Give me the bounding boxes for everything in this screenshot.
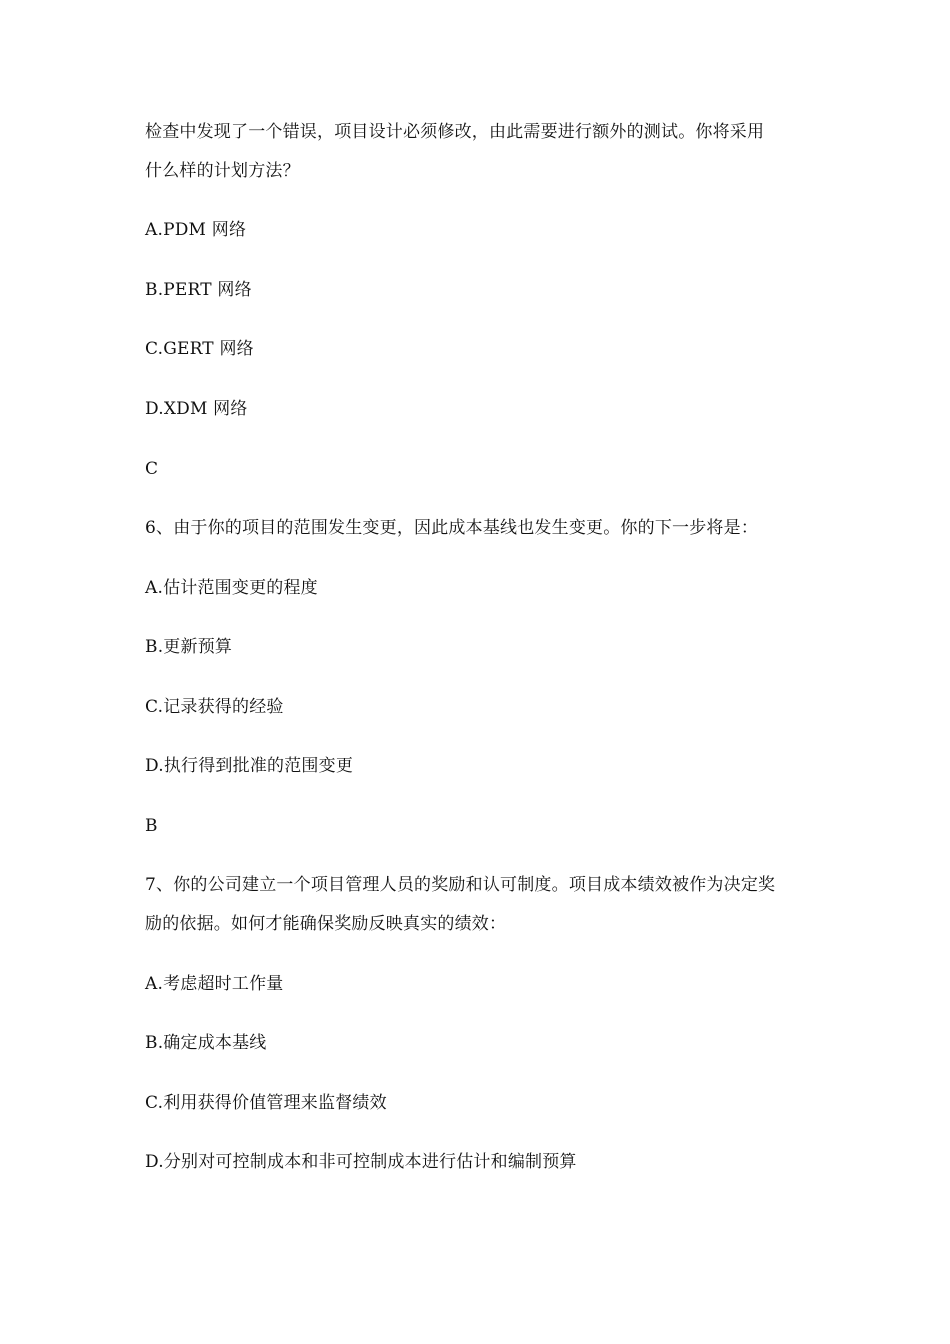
question-7-option-d: D.分别对可控制成本和非可控制成本进行估计和编制预算 <box>145 1152 577 1172</box>
question-6-stem: 6、由于你的项目的范围发生变更，因此成本基线也发生变更。你的下一步将是： <box>145 518 759 538</box>
question-6-option-d: D.执行得到批准的范围变更 <box>145 756 354 776</box>
question-6-answer: B <box>145 816 158 836</box>
question-6-option-a: A.估计范围变更的程度 <box>145 578 318 598</box>
question-5-stem-line-1: 检查中发现了一个错误，项目设计必须修改，由此需要进行额外的测试。你将采用 <box>145 122 765 142</box>
question-5-option-a: A.PDM 网络 <box>145 220 247 240</box>
question-7-option-a: A.考虑超时工作量 <box>145 974 284 994</box>
question-7-stem-line-1: 7、你的公司建立一个项目管理人员的奖励和认可制度。项目成本绩效被作为决定奖 <box>145 875 776 895</box>
question-7-option-b: B.确定成本基线 <box>145 1033 267 1053</box>
question-6-option-c: C.记录获得的经验 <box>145 697 284 717</box>
question-5-option-d: D.XDM 网络 <box>145 399 248 419</box>
question-5-answer: C <box>145 459 159 479</box>
question-7-option-c: C.利用获得价值管理来监督绩效 <box>145 1093 387 1113</box>
question-6-option-b: B.更新预算 <box>145 637 233 657</box>
question-5-option-b: B.PERT 网络 <box>145 280 252 300</box>
question-5-option-c: C.GERT 网络 <box>145 339 254 359</box>
question-7-stem-line-2: 励的依据。如何才能确保奖励反映真实的绩效： <box>145 914 507 934</box>
question-5-stem-line-2: 什么样的计划方法？ <box>145 161 300 181</box>
